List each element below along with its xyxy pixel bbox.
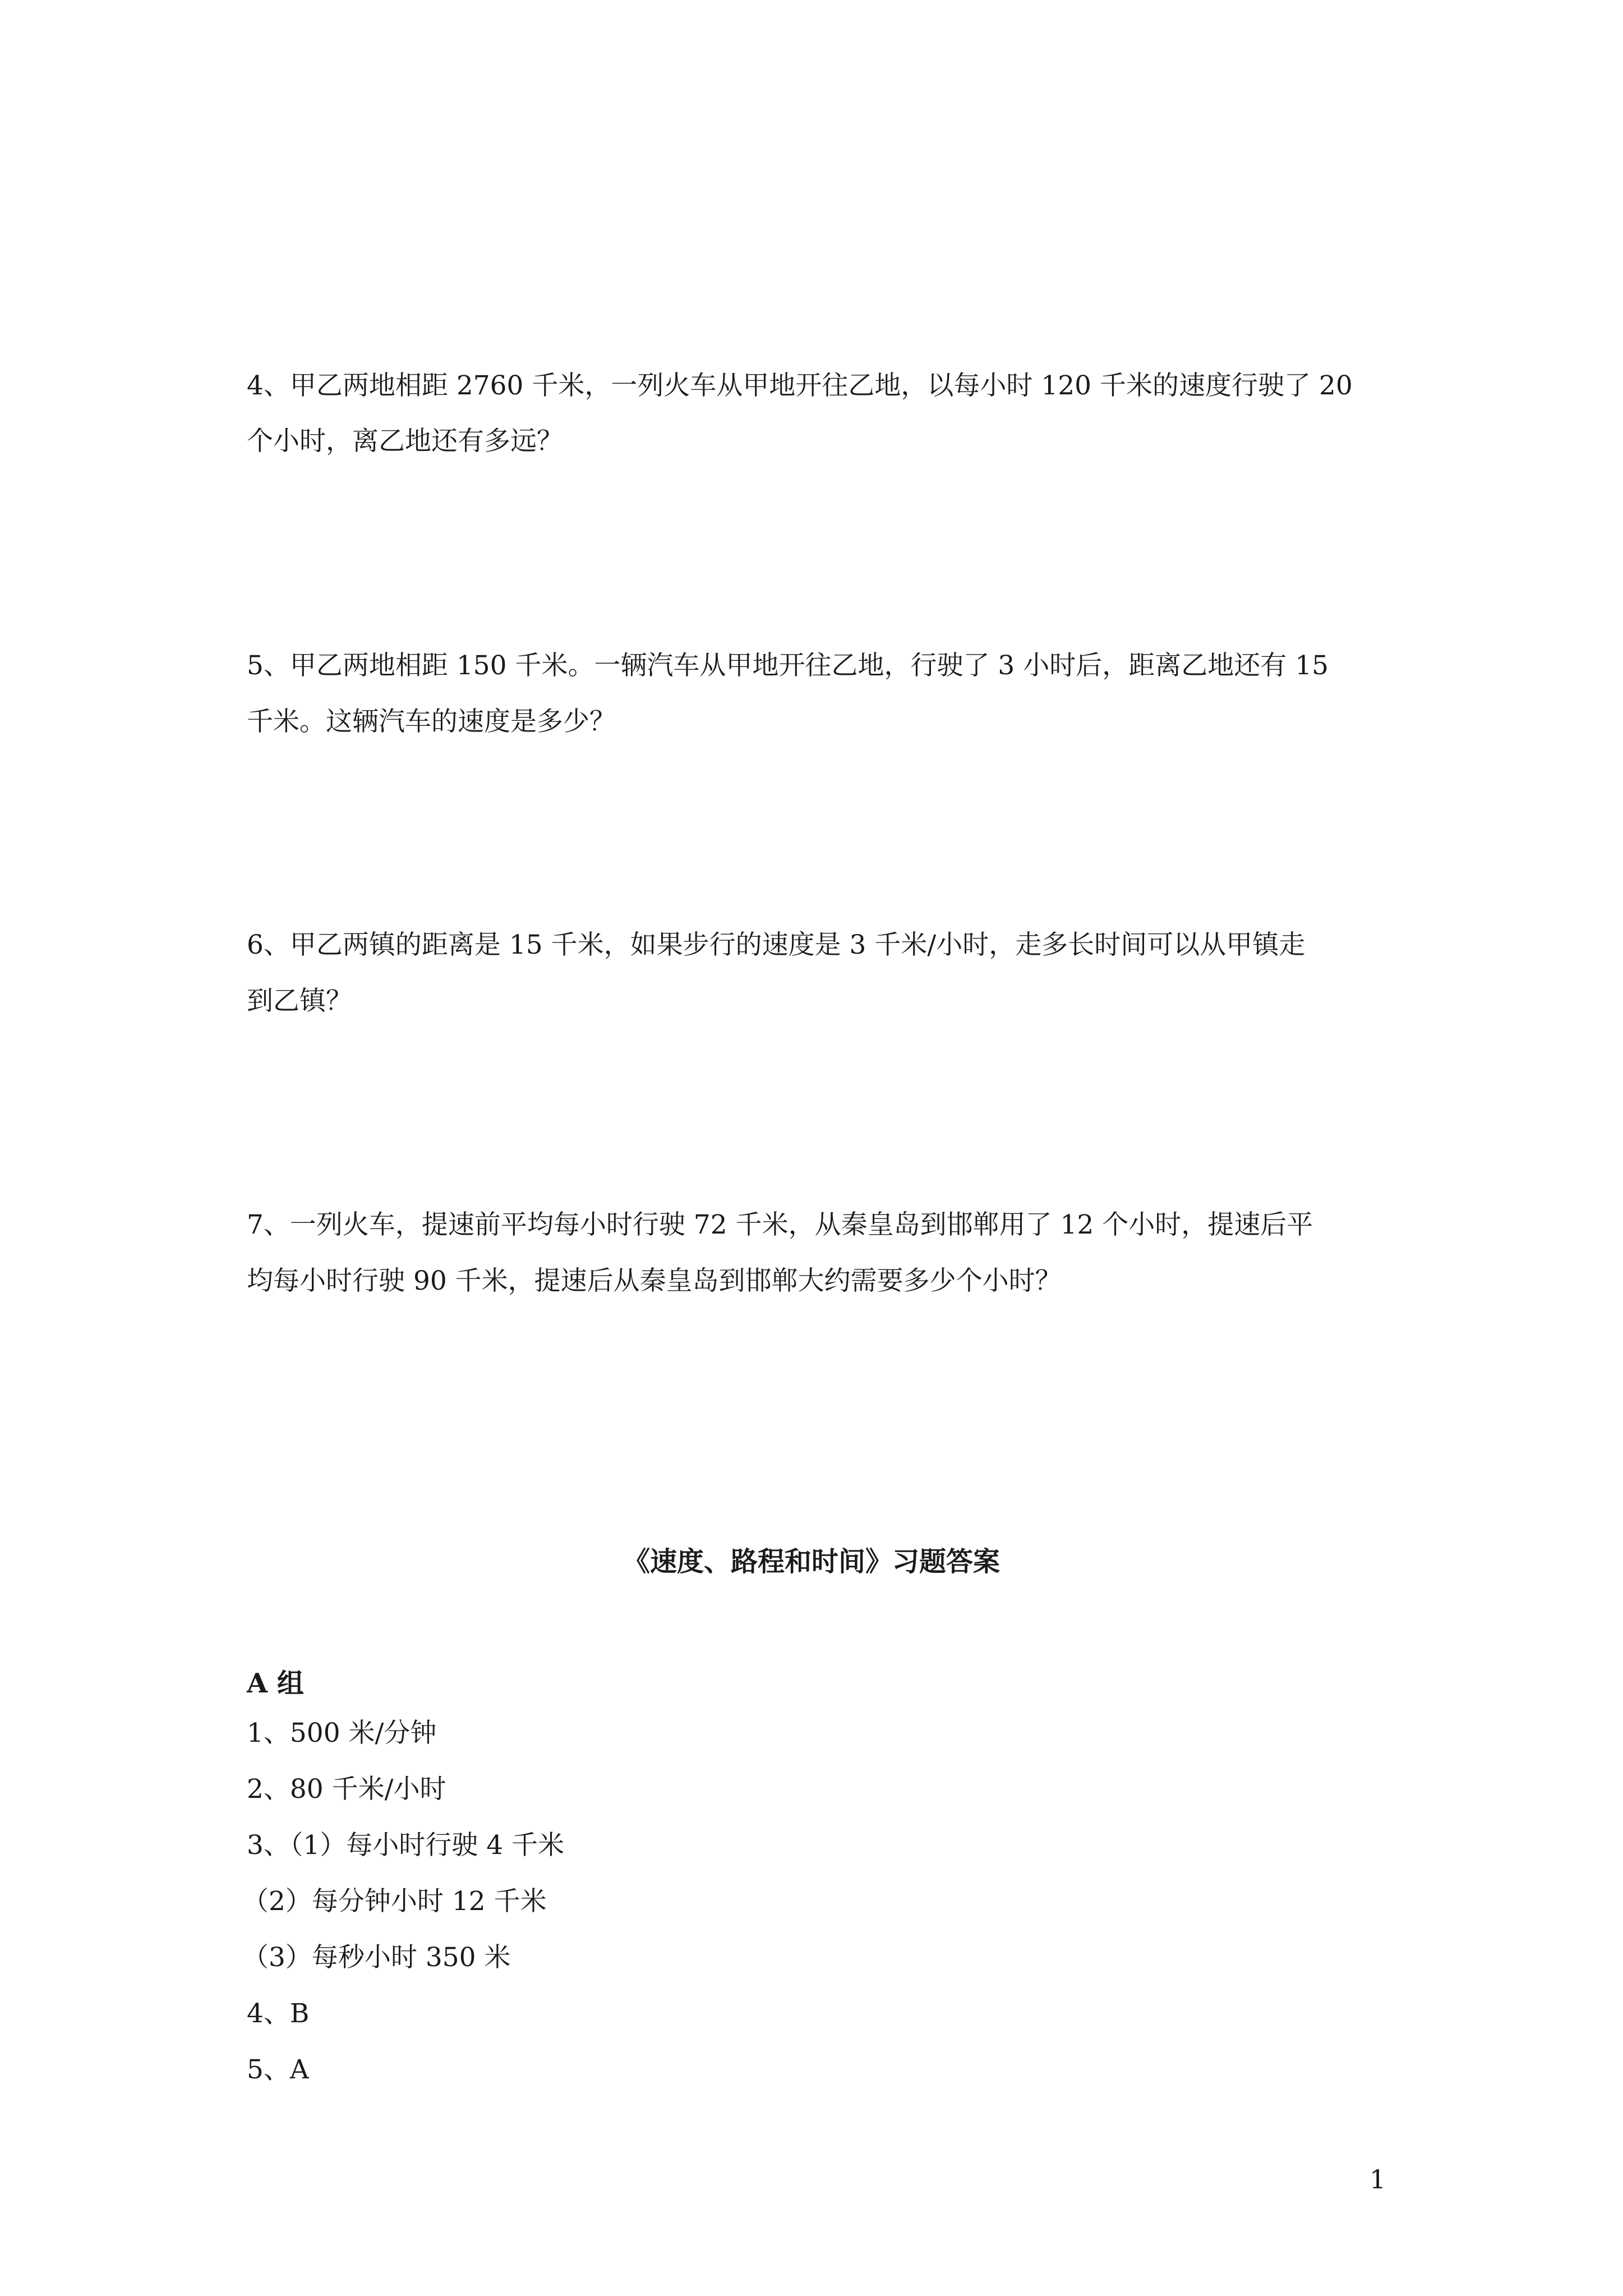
question-line: 4、甲乙两地相距 2760 千米，一列火车从甲地开往乙地，以每小时 120 千米的速度行驶了 20 (247, 370, 1353, 401)
answer-item: 3、（1）每小时行驶 4 千米 (247, 1830, 565, 1861)
question-line: 均每小时行驶 90 千米，提速后从秦皇岛到邯郸大约需要多少个小时？ (247, 1266, 1062, 1296)
answer-item: 5、A (247, 2054, 309, 2085)
answer-item: 2、80 千米/小时 (247, 1774, 446, 1805)
question-line: 5、甲乙两地相距 150 千米。一辆汽车从甲地开往乙地，行驶了 3 小时后，距离乙地还有 15 (247, 650, 1329, 681)
answer-item: 1、500 米/分钟 (247, 1718, 437, 1749)
page-number: 1 (1370, 2164, 1386, 2194)
question-line: 千米。这辆汽车的速度是多少？ (247, 706, 616, 737)
answer-item: （3）每秒小时 350 米 (242, 1942, 511, 1973)
answer-item: （2）每分钟小时 12 千米 (242, 1886, 547, 1917)
question-line: 6、甲乙两镇的距离是 15 千米，如果步行的速度是 3 千米/小时，走多长时间可以从甲镇走 (247, 930, 1306, 960)
question-line: 7、一列火车，提速前平均每小时行驶 72 千米，从秦皇岛到邯郸用了 12 个小时，提速后平 (247, 1209, 1313, 1240)
question-line: 到乙镇？ (247, 986, 352, 1016)
group-a-title: A 组 (247, 1668, 304, 1699)
question-line: 个小时，离乙地还有多远？ (247, 426, 563, 457)
answer-item: 4、B (247, 1998, 310, 2029)
answers-title: 《速度、路程和时间》习题答案 (623, 1546, 1000, 1577)
